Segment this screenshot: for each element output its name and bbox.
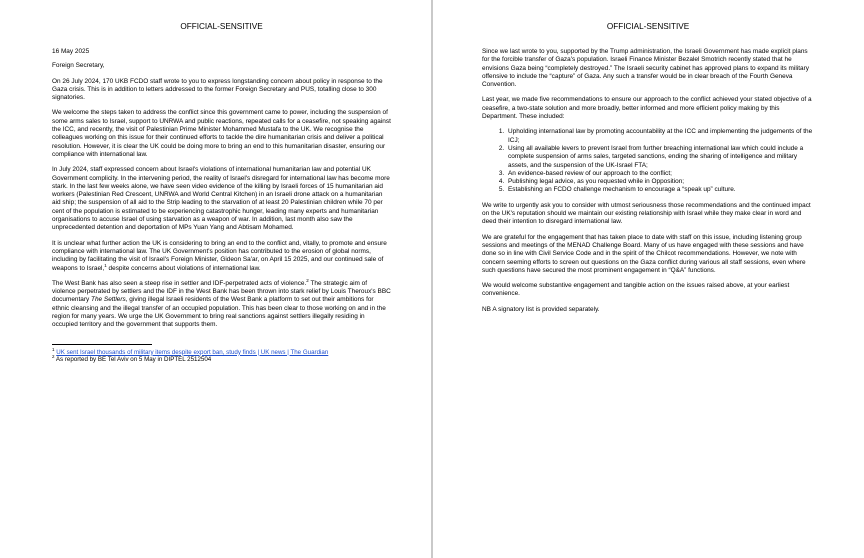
recommendation-item: 1. Upholding international law by promoting accountability at the ICC and implementing the judgements of the ICJ; — [506, 128, 814, 145]
paragraph-4 — [52, 240, 391, 273]
paragraph-5-text-c: , giving illegal Israeli residents of the West Bank a platform to set out their ambitions for ethnic cleansing and the illegal transfer of an occupied population. This has been clear to those working on and in the region for many years. We urge the UK Government to bring real sanctions against settlers illegally residing in occupied territory and the government that supports them. — [52, 296, 386, 329]
footnote-2-number: 2 — [52, 354, 55, 360]
paragraph-2: We welcome the steps taken to address the conflict since this government came to power, including the suspension of some arms sales to Israel, support to UNRWA and public reactions, repeated calls for a ceasefire, not speaking against the ICC, and recently, the visit of Palestinian Prime Minister Mohammed Mustafa to the UK. We recognise the colleagues working on this issue for their continued efforts to tackle the dire humanitarian crisis and deliver a political resolution. However, it is clear the UK could be doing more to bring an end to this humanitarian disaster, ensuring our compliance with international law. — [52, 109, 391, 158]
paragraph-3: In July 2024, staff expressed concern about Israel's violations of international humanitarian law and potential UK Government complicity. In the intervening period, the reality of Israel's disregard for international law has become more stark. In the last few weeks alone, we have seen video evidence of the killing by Israeli forces of 15 humanitarian aid workers (Palestinian Red Crescent, UNRWA and World Central Kitchen) in an Israeli drone attack on a humanitarian aid ship; the suspension of all aid to the Strip leading to the starvation of at least 20 Palestinian children while 70 per cent of the population is estimated to be experiencing catastrophic hunger, leading many experts and humanitarian organisations to accuse Israel of using starvation as a weapon of war. In addition, last month also saw the unprecedented detention and deportation of MPs Yuan Yang and Abtisam Mohamed. — [52, 166, 390, 232]
security-marking: OFFICIAL-SENSITIVE — [180, 22, 263, 31]
paragraph-4-text-a: It is unclear what further action the UK is considering to bring an end to the conflict and, vitally, to promote and ensure compliance with international law. The UK Government's position has contributed to the erosion of global norms, including by facilitating the visit of Israel's Foreign Minister, Gideon Sa'ar, on April 15 2025, and our continued sale of weapons to Israel, — [52, 239, 387, 272]
paragraph-8: We write to urgently ask you to consider with utmost seriousness those recommendations and the continued impact on the UK's reputation should we maintain our existing relationship with Israel while they make clear in word and deed their intention to disregard international law. — [482, 201, 811, 226]
letter-page-2 — [433, 0, 864, 558]
letter-page-1 — [0, 0, 431, 558]
paragraph-6: Since we last wrote to you, supported by the Trump administration, the Israeli Government has made explicit plans for the forcible transfer of Gaza's population. Israeli Finance Minister Bezalel Smotrich recently stated that he envisions Gaza being “completely destroyed.” The Israeli security cabinet has approved plans to expand its military offensive to include the “capture” of Gaza. Any such a transfer would be in clear breach of the Fourth Geneva Convention. — [482, 48, 809, 89]
footnote-2 — [52, 356, 391, 364]
paragraph-5-text-a: The West Bank has also seen a steep rise in settler and IDF-perpetrated acts of violence. — [52, 279, 307, 287]
paragraph-9: We are grateful for the engagement that has taken place to date with staff on this issue, including listening group sessions and meetings of the MENAD Challenge Board. Many of us have engaged with these sessions and have done so in line with Civil Service Code and in the spirit of the Chilcot recommendations. However, we note with concern seeming efforts to screen out questions on the Gaza conflict during various all staff sessions, even where such questions have secured the most prominent engagement in “Q&A” functions. — [482, 233, 806, 274]
paragraph-1: On 26 July 2024, 170 UKB FCDO staff wrote to you to express longstanding concern about policy in response to the Gaza crisis. This is in addition to letters addressed to the former Foreign Secretary and PUS, totalling close to 300 signatories. — [52, 77, 383, 102]
recommendation-item: 4. Publishing legal advice, as you requested while in Opposition; — [506, 178, 814, 186]
letter-date: 16 May 2025 — [52, 48, 90, 55]
documentary-title: The Settlers — [91, 296, 126, 304]
recommendations-list — [482, 128, 814, 194]
recommendation-item: 2. Using all available levers to prevent Israel from further breaching international law which could include a complete suspension of arms sales, targeted sanctions, ending the sharing of intelligence and military assets, and the suspension of the UK-Israel FTA; — [506, 145, 814, 170]
footnote-1-link[interactable]: UK sent Israel thousands of military items despite export ban, study finds | UK news | The Guardian — [56, 348, 329, 356]
footnote-ref-2[interactable]: 2 — [306, 277, 309, 283]
paragraph-4-text-b: despite concerns about violations of international law. — [106, 264, 261, 272]
recommendation-item: 3. An evidence-based review of our approach to the conflict; — [506, 170, 814, 178]
paragraph-5 — [52, 277, 391, 330]
security-marking: OFFICIAL-SENSITIVE — [606, 22, 690, 31]
footnote-ref-1[interactable]: 1 — [104, 262, 107, 268]
paragraph-10: We would welcome substantive engagement and tangible action on the issues raised above, at your earliest convenience. — [482, 282, 790, 298]
footnote-2-text: As reported by BE Tel Aviv on 5 May in DIPTEL 2512504 — [55, 356, 212, 364]
paragraph-7: Last year, we made five recommendations to ensure our approach to the conflict achieved your stated objective of a ceasefire, a two-state solution and more broadly, better informed and more efficient policy making by this Department. These included: — [482, 96, 812, 121]
paragraph-5-text-b: The strategic aim of violence perpetrated by settlers and the IDF in the West Bank has been thrown into stark relief by Louis Theroux's BBC documentary — [52, 279, 391, 304]
footnote-separator — [52, 344, 152, 345]
signatory-note: NB A signatory list is provided separately. — [482, 305, 600, 313]
recommendation-item: 5. Establishing an FCDO challenge mechanism to encourage a “speak up” culture. — [506, 186, 814, 194]
salutation: Foreign Secretary, — [52, 62, 105, 70]
footnote-1-number: 1 — [52, 346, 55, 352]
